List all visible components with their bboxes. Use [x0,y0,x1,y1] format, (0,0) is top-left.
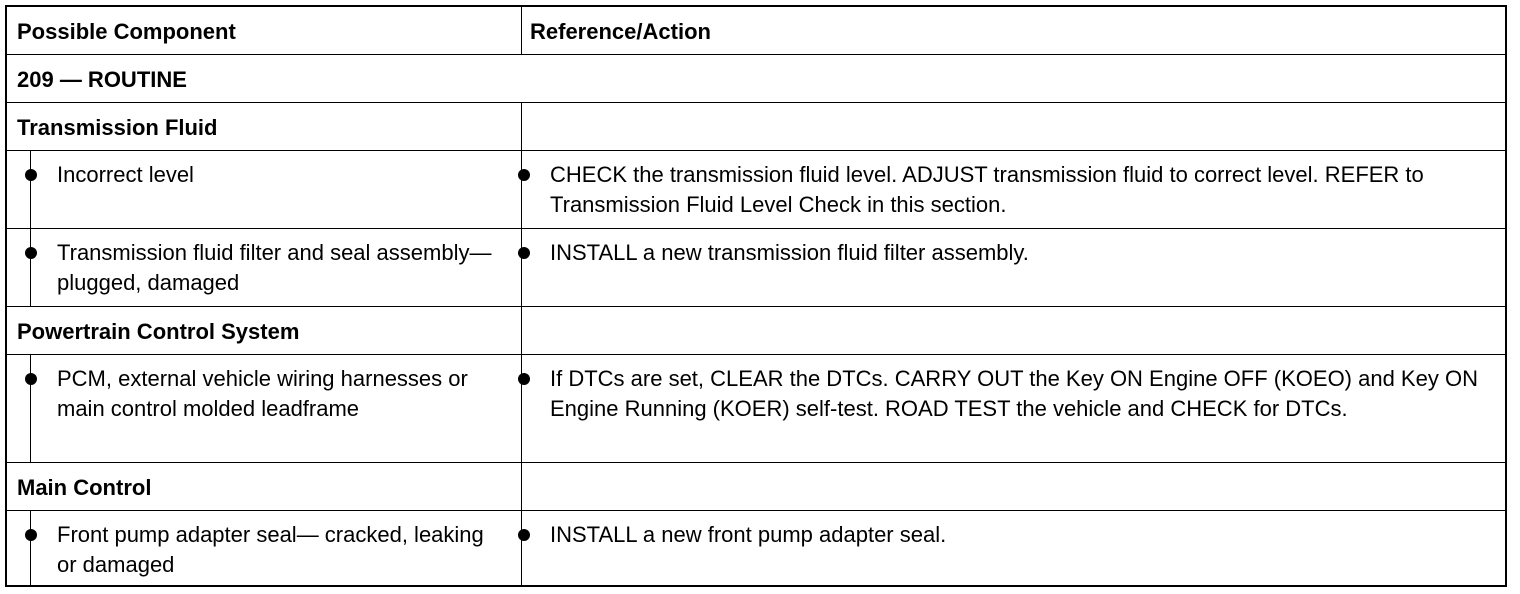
section-empty-cell [522,463,1505,510]
action-cell [522,229,1505,306]
action-text: CHECK the transmission fluid level. ADJUST transmission fluid to correct level. REFER to Transmission Fluid Level Check in this section. [550,162,1424,217]
action-cell [522,511,1505,585]
indent-divider [30,511,31,585]
component-cell [7,229,522,306]
component-cell [7,355,522,462]
list-item [550,238,1490,268]
list-item [57,520,497,580]
list-item [57,238,497,298]
table-row [7,355,1505,463]
component-cell [7,511,522,585]
bullet-icon [518,247,530,259]
indent-divider [30,229,31,306]
bullet-icon [25,169,37,181]
action-text: INSTALL a new front pump adapter seal. [550,522,947,547]
section-row-powertrain-control-system [7,307,1505,355]
indent-divider [30,151,31,228]
section-empty-cell [522,307,1505,354]
bullet-icon [25,529,37,541]
component-cell [7,151,522,228]
bullet-icon [518,529,530,541]
diagnostic-table [5,5,1507,587]
table-row [7,229,1505,307]
bullet-icon [518,373,530,385]
table-row [7,511,1505,585]
action-text: If DTCs are set, CLEAR the DTCs. CARRY OUT the Key ON Engine OFF (KOEO) and Key ON Engine Running (KOER) self-test. ROAD TEST the vehicle and CHECK for DTCs. [550,366,1478,421]
section-title: Transmission Fluid [7,103,522,150]
list-item [550,160,1490,220]
routine-row [7,55,1505,103]
table-row [7,151,1505,229]
column-header-reference-action: Reference/Action [530,19,711,44]
component-text: Transmission fluid filter and seal assembly— plugged, damaged [57,240,492,295]
section-title: Powertrain Control System [7,307,522,354]
section-row-main-control [7,463,1505,511]
list-item [550,520,1490,550]
bullet-icon [25,247,37,259]
action-cell [522,151,1505,228]
routine-title: 209 — ROUTINE [17,67,187,92]
section-title: Main Control [7,463,522,510]
indent-divider [30,355,31,462]
list-item [550,364,1490,424]
component-text: Incorrect level [57,162,194,187]
list-item [57,160,497,190]
column-header-possible-component: Possible Component [7,7,522,54]
section-row-transmission-fluid [7,103,1505,151]
component-text: PCM, external vehicle wiring harnesses or main control molded leadframe [57,366,468,421]
component-text: Front pump adapter seal— cracked, leaking or damaged [57,522,484,577]
bullet-icon [25,373,37,385]
section-empty-cell [522,103,1505,150]
action-cell [522,355,1505,462]
list-item [57,364,497,424]
action-text: INSTALL a new transmission fluid filter assembly. [550,240,1029,265]
table-header-row [7,7,1505,55]
bullet-icon [518,169,530,181]
